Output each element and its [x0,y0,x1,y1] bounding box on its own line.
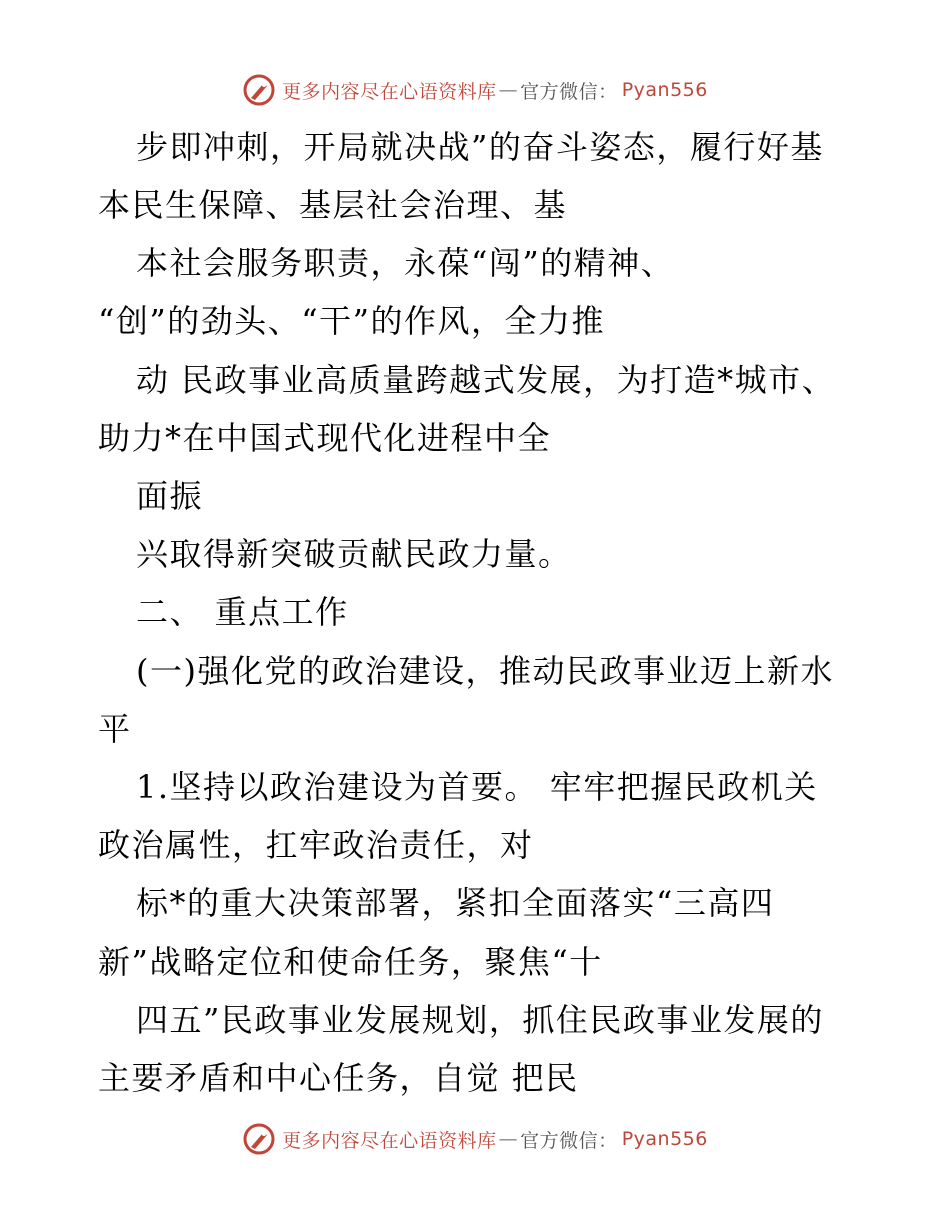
watermark-brand: 更多内容尽在心语资料库 [282,1129,497,1152]
watermark-id: Pyan556 [621,1128,708,1150]
body-line-16: 四五”民政事业发展规划，抓住民政事业发展的 [136,1001,824,1039]
watermark-brand: 更多内容尽在心语资料库 [282,80,497,103]
pen-nib-circle-icon [242,73,276,107]
body-line-11: 平 [98,710,132,748]
body-line-3: 本社会服务职责，永葆“闯”的精神、 [136,244,675,282]
body-line-15: 新”战略定位和使命任务，聚焦“十 [98,943,603,981]
body-line-17: 主要矛盾和中心任务，自觉 把民 [98,1059,579,1097]
section-heading: 二、 重点工作 [136,593,349,631]
watermark-dash: — [498,1128,519,1150]
pen-nib-circle-icon [242,1122,276,1156]
body-line-12: 1.坚持以政治建设为首要。 牢牢把握民政机关 [136,768,818,806]
body-line-7: 面振 [136,477,204,515]
body-line-13: 政治属性，扛牢政治责任，对 [98,826,534,864]
body-line-6: 助力*在中国式现代化进程中全 [98,419,552,457]
watermark-id: Pyan556 [621,79,708,101]
watermark-dash: — [498,79,519,101]
body-line-1: 步即冲刺，开局就决战”的奋斗姿态，履行好基 [136,128,824,166]
footer-watermark [0,1119,950,1159]
body-line-8: 兴取得新突破贡献民政力量。 [136,535,572,573]
header-watermark [0,70,950,110]
watermark-label: 官方微信： [520,80,618,103]
body-line-4: “创”的劲头、“干”的作风，全力推 [98,302,605,340]
body-line-2: 本民生保障、基层社会治理、基 [98,186,568,224]
body-line-5: 动 民政事业高质量跨越式发展，为打造*城市、 [136,361,836,399]
body-line-14: 标*的重大决策部署，紧扣全面落实“三高四 [136,884,775,922]
watermark-label: 官方微信： [520,1129,618,1152]
subsection-heading: (一)强化党的政治建设，推动民政事业迈上新水 [136,652,834,690]
